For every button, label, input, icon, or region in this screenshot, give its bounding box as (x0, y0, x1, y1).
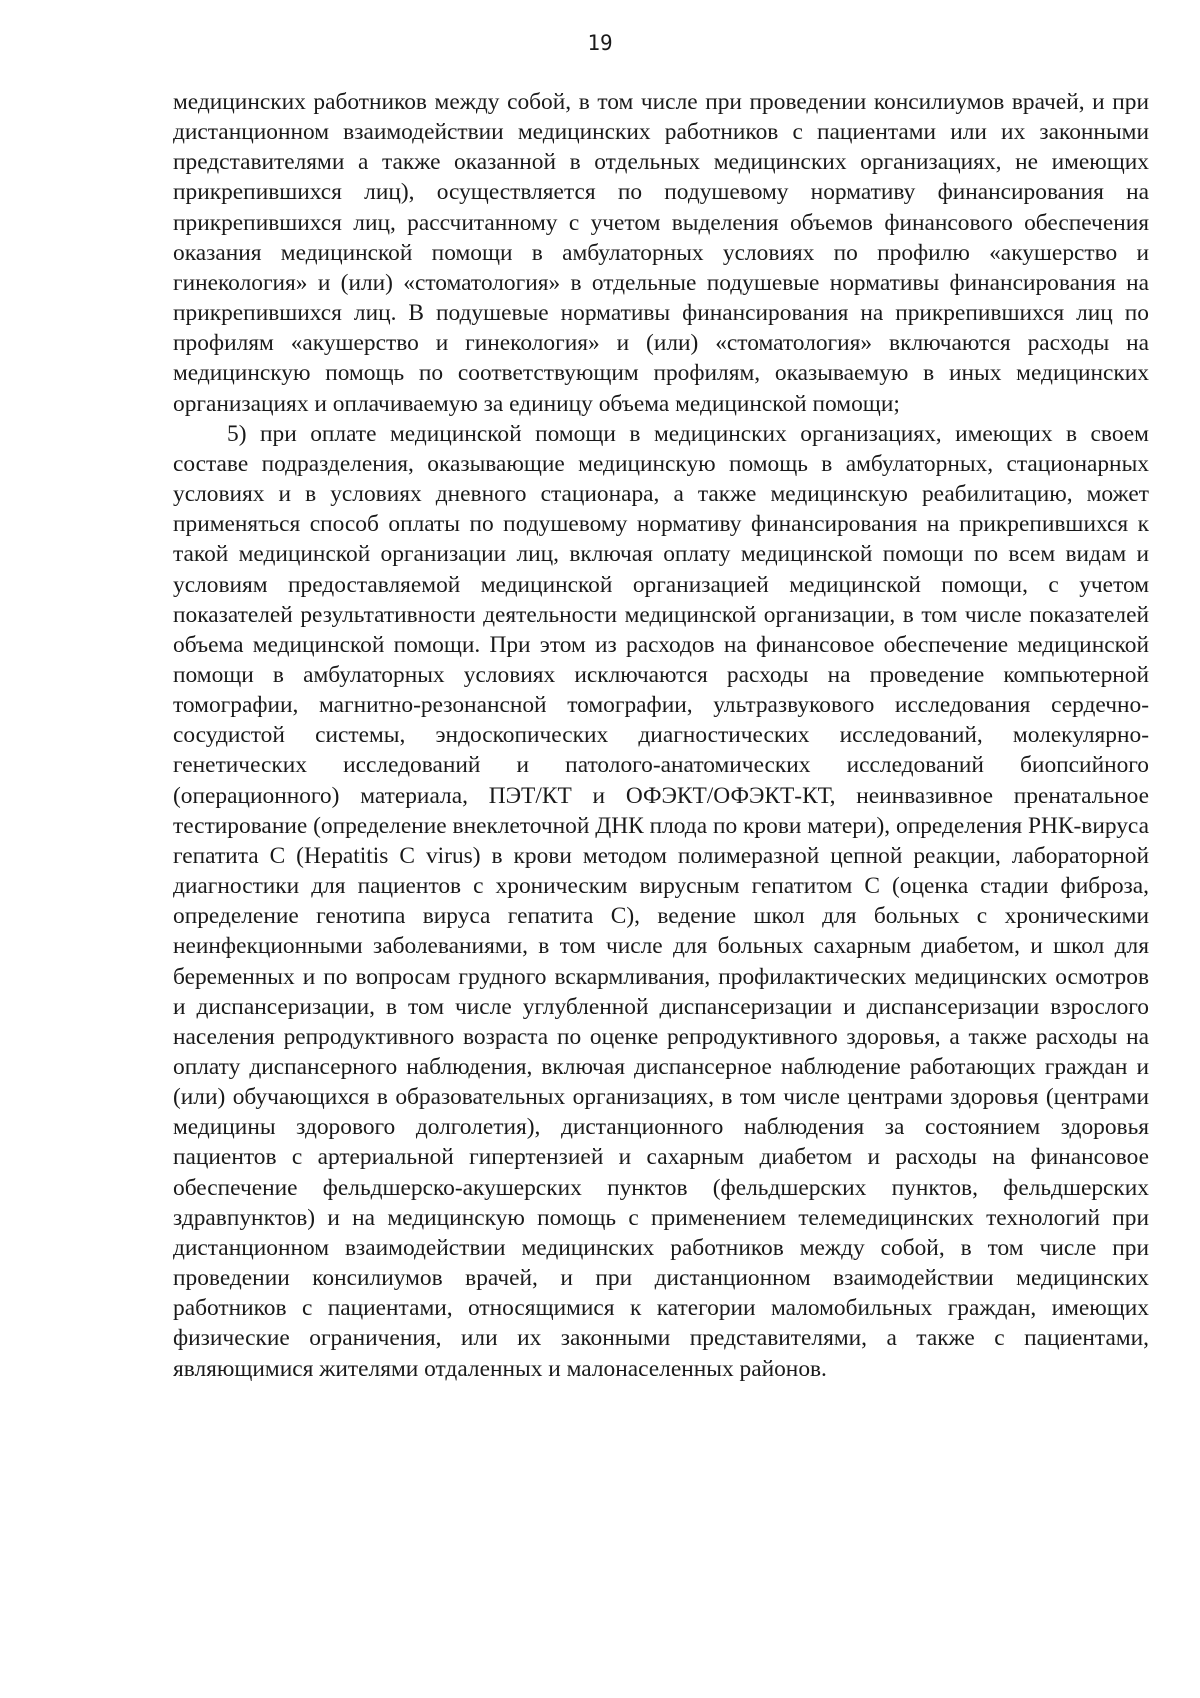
document-body (173, 87, 1149, 1384)
paragraph-item-5: 5) при оплате медицинской помощи в медицинских организациях, имеющих в своем составе подразделения, оказывающие медицинскую помощь в амбулаторных, стационарных условиях и в условиях дневного стационара, а также медицинскую реабилитацию, может применяться способ оплаты по подушевому нормативу финансирования на прикрепившихся к такой медицинской организации лиц, включая оплату медицинской помощи по всем видам и условиям предоставляемой медицинской организацией медицинской помощи, с учетом показателей результативности деятельности медицинской организации, в том числе показателей объема медицинской помощи. При этом из расходов на финансовое обеспечение медицинской помощи в амбулаторных условиях исключаются расходы на проведение компьютерной томографии, магнитно-резонансной томографии, ультразвукового исследования сердечно-сосудистой системы, эндоскопических диагностических исследований, молекулярно-генетических исследований и патолого-анатомических исследований биопсийного (операционного) материала, ПЭТ/КТ и ОФЭКТ/ОФЭКТ-КТ, неинвазивное пренатальное тестирование (определение внеклеточной ДНК плода по крови матери), определения РНК-вируса гепатита С (Hepatitis C virus) в крови методом полимеразной цепной реакции, лабораторной диагностики для пациентов с хроническим вирусным гепатитом С (оценка стадии фиброза, определение генотипа вируса гепатита С), ведение школ для больных с хроническими неинфекционными заболеваниями, в том числе для больных сахарным диабетом, и школ для беременных и по вопросам грудного вскармливания, профилактических медицинских осмотров и диспансеризации, в том числе углубленной диспансеризации и диспансеризации взрослого населения репродуктивного возраста по оценке репродуктивного здоровья, а также расходы на оплату диспансерного наблюдения, включая диспансерное наблюдение работающих граждан и (или) обучающихся в образовательных организациях, в том числе центрами здоровья (центрами медицины здорового долголетия), дистанционного наблюдения за состоянием здоровья пациентов с артериальной гипертензией и сахарным диабетом и расходы на финансовое обеспечение фельдшерско-акушерских пунктов (фельдшерских пунктов, фельдшерских здравпунктов) и на медицинскую помощь с применением телемедицинских технологий при дистанционном взаимодействии медицинских работников между собой, в том числе при проведении консилиумов врачей, и при дистанционном взаимодействии медицинских работников с пациентами, относящимися к категории маломобильных граждан, имеющих физические ограничения, или их законными представителями, а также с пациентами, являющимися жителями отдаленных и малонаселенных районов. (173, 420, 1149, 1382)
paragraph-continuation: медицинских работников между собой, в том числе при проведении консилиумов врачей, и при дистанционном взаимодействии медицинских работников с пациентами или их законными представителями а также оказанной в отдельных медицинских организациях, не имеющих прикрепившихся лиц), осуществляется по подушевому нормативу финансирования на прикрепившихся лиц, рассчитанному с учетом выделения объемов финансового обеспечения оказания медицинской помощи в амбулаторных условиях по профилю «акушерство и гинекология» и (или) «стоматология» в отдельные подушевые нормативы финансирования на прикрепившихся лиц. В подушевые нормативы финансирования на прикрепившихся лиц по профилям «акушерство и гинекология» и (или) «стоматология» включаются расходы на медицинскую помощь по соответствующим профилям, оказываемую в иных медицинских организациях и оплачиваемую за единицу объема медицинской помощи; (173, 89, 1149, 417)
page-number: 19 (587, 31, 613, 55)
